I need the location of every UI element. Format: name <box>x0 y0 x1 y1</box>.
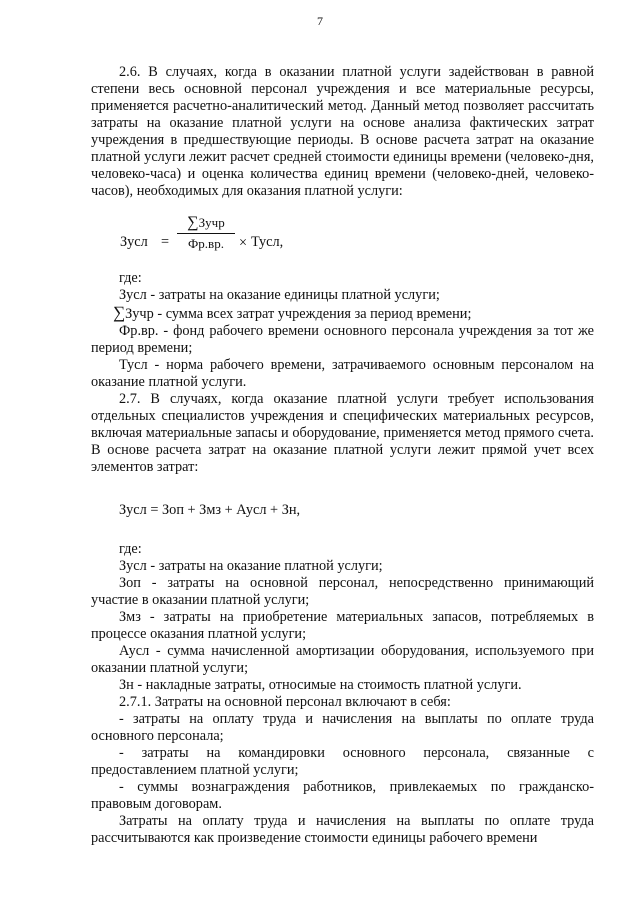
paragraph-2-7-1: 2.7.1. Затраты на основной персонал включают в себя: <box>119 694 451 710</box>
definition-tusl: Тусл - норма рабочего времени, затрачиваемого основным персоналом на оказание платной услуги. <box>91 357 594 390</box>
numerator-symbol: Зучр <box>198 215 225 230</box>
definition-zn: Зн - накладные затраты, относимые на стоимость платной услуги. <box>119 677 522 693</box>
paragraph-2-7: 2.7. В случаях, когда оказание платной услуги требует использования отдельных специалистов учреждения и специфических материальных ресурсов, включая материальные запасы и оборудование, применяется метод прямого счета. В основе расчета затрат на оказание платной услуги лежит прямой учет всех элементов затрат: <box>91 391 594 475</box>
sum-symbol: Зучр <box>125 306 154 322</box>
sum-sign: ∑ <box>187 214 199 231</box>
where-label: где: <box>119 541 142 557</box>
formula-cost-per-unit <box>91 214 594 270</box>
sum-sign: ∑ <box>113 303 126 322</box>
formula-direct-count: Зусл = Зоп + Змз + Аусл + Зн, <box>119 502 301 518</box>
list-item: - затраты на оплату труда и начисления на выплаты по оплате труда основного персонала; <box>91 711 594 744</box>
list-item: - суммы вознаграждения работников, привлекаемых по гражданско-правовым договорам. <box>91 779 594 812</box>
formula-fraction <box>177 214 235 252</box>
page-number: 7 <box>317 14 323 28</box>
formula-denominator: Фр.вр. <box>188 236 224 251</box>
formula-lhs: Зусл <box>120 234 148 250</box>
formula-rhs: Тусл, <box>251 234 284 250</box>
definition-sum-zuchr <box>91 304 594 323</box>
formula-times: × <box>239 235 248 251</box>
paragraph-final: Затраты на оплату труда и начисления на выплаты по оплате труда рассчитываются как произведение стоимости единицы рабочего времени <box>91 813 594 846</box>
fraction-bar <box>177 233 235 234</box>
formula-numerator <box>177 214 235 232</box>
definition-ausl: Аусл - сумма начисленной амортизации оборудования, используемого при оказании платной услуги; <box>91 643 594 676</box>
document-body <box>91 64 594 847</box>
definition-zusl: Зусл - затраты на оказание единицы платной услуги; <box>119 287 440 303</box>
formula-equals: = <box>161 234 170 250</box>
definition-zusl: Зусл - затраты на оказание платной услуги; <box>119 558 383 574</box>
definition-frvr: Фр.вр. - фонд рабочего времени основного персонала учреждения за тот же период времени; <box>91 323 594 356</box>
definition-zop: Зоп - затраты на основной персонал, непосредственно принимающий участие в оказании платной услуги; <box>91 575 594 608</box>
list-item: - затраты на командировки основного персонала, связанные с предоставлением платной услуги; <box>91 745 594 778</box>
definition-zmz: Змз - затраты на приобретение материальных запасов, потребляемых в процессе оказания платной услуги; <box>91 609 594 642</box>
paragraph-2-6: 2.6. В случаях, когда в оказании платной услуги задействован в равной степени весь основной персонал учреждения и все материальные ресурсы, применяется расчетно-аналитический метод. Данный метод позволяет рассчитать затраты на оказание платной услуги на основе анализа фактических затрат учреждения в предшествующие периоды. В основе расчета затрат на оказание платной услуги лежит расчет средней стоимости единицы времени (человеко-дня, человеко-часа) и оценка количества единиц времени (человеко-дней, человеко-часов), необходимых для оказания платной услуги: <box>91 64 594 199</box>
sum-text: - сумма всех затрат учреждения за период времени; <box>153 306 472 322</box>
where-label: где: <box>119 270 142 286</box>
